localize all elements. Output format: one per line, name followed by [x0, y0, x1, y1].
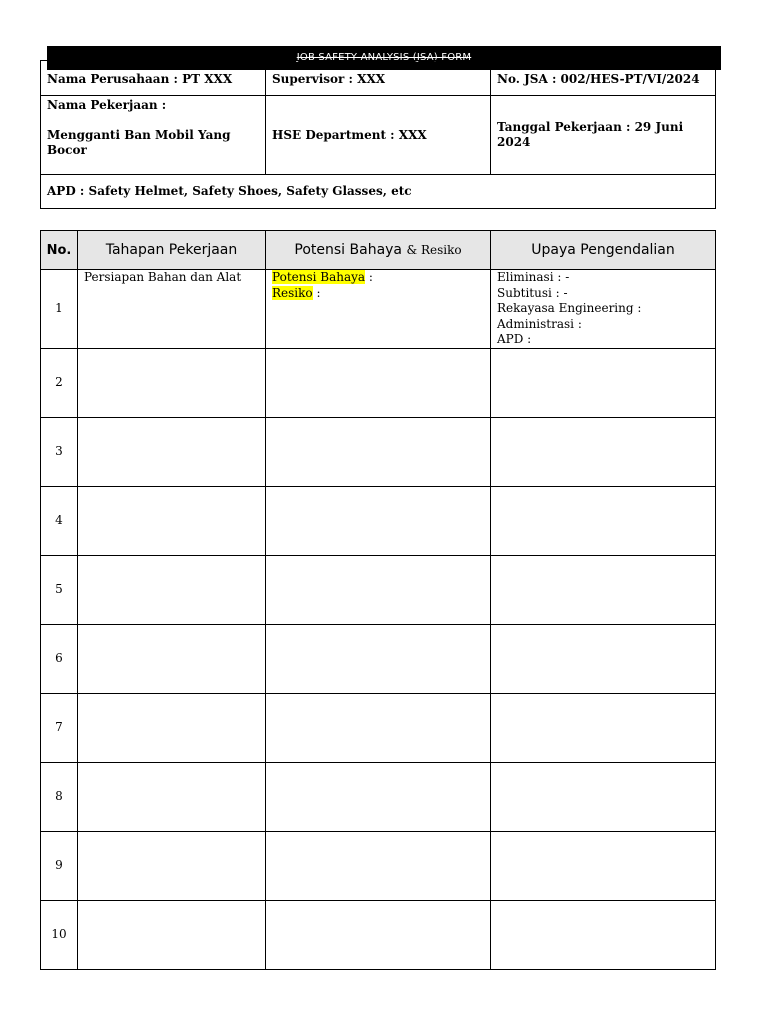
potensi-cell[interactable]: [266, 762, 491, 831]
eliminasi-text: Eliminasi : -: [497, 270, 570, 284]
apd-cell: APD : Safety Helmet, Safety Shoes, Safety Glasses, etc: [41, 175, 716, 209]
table-row: [41, 624, 716, 693]
form-title: JOB SAFETY ANALYSIS (JSA) FORM: [47, 46, 721, 70]
row-number: 4: [41, 486, 78, 555]
tahapan-cell[interactable]: [78, 348, 266, 417]
row-number: 10: [41, 900, 78, 969]
col-header-potensi-suffix: & Resiko: [406, 243, 462, 257]
table-row: [41, 486, 716, 555]
col-header-potensi-main: Potensi Bahaya: [294, 242, 403, 258]
header-table: [40, 60, 716, 209]
tahapan-cell[interactable]: [78, 486, 266, 555]
row-number: 6: [41, 624, 78, 693]
table-row: [41, 831, 716, 900]
table-row: [41, 900, 716, 969]
company-cell: Nama Perusahaan : PT XXX: [41, 61, 266, 96]
jsa-table: [40, 230, 716, 970]
potensi-cell[interactable]: [266, 348, 491, 417]
resiko-sep: :: [312, 285, 321, 300]
job-date-cell: Tanggal Pekerjaan : 29 Juni 2024: [491, 96, 716, 175]
jsa-number-cell: No. JSA : 002/HES-PT/VI/2024: [491, 61, 716, 96]
potensi-cell[interactable]: [266, 417, 491, 486]
row-number: 1: [41, 270, 78, 349]
apd-text: APD :: [497, 332, 532, 346]
tahapan-cell[interactable]: [78, 900, 266, 969]
potensi-cell[interactable]: [266, 693, 491, 762]
tahapan-cell[interactable]: Persiapan Bahan dan Alat: [78, 270, 266, 349]
table-header-row: [41, 231, 716, 270]
supervisor-cell: Supervisor : XXX: [266, 61, 491, 96]
tahapan-cell[interactable]: [78, 624, 266, 693]
row-number: 9: [41, 831, 78, 900]
job-name-cell: [41, 96, 266, 175]
upaya-cell[interactable]: [491, 555, 716, 624]
upaya-cell[interactable]: [491, 417, 716, 486]
hse-department-cell: HSE Department : XXX: [266, 96, 491, 175]
potensi-cell[interactable]: [266, 831, 491, 900]
potensi-cell[interactable]: [266, 555, 491, 624]
rekayasa-text: Rekayasa Engineering :: [497, 301, 642, 315]
tahapan-cell[interactable]: [78, 555, 266, 624]
row-number: 5: [41, 555, 78, 624]
upaya-cell[interactable]: [491, 831, 716, 900]
tahapan-cell[interactable]: [78, 417, 266, 486]
job-name-value: Mengganti Ban Mobil Yang Bocor: [47, 128, 231, 157]
col-header-upaya: Upaya Pengendalian: [491, 231, 716, 270]
potensi-cell[interactable]: [266, 270, 491, 349]
tahapan-cell[interactable]: [78, 762, 266, 831]
potensi-cell[interactable]: [266, 624, 491, 693]
upaya-cell[interactable]: [491, 486, 716, 555]
upaya-cell[interactable]: [491, 624, 716, 693]
potensi-cell[interactable]: [266, 486, 491, 555]
row-number: 3: [41, 417, 78, 486]
upaya-cell[interactable]: [491, 762, 716, 831]
row-number: 8: [41, 762, 78, 831]
table-row: [41, 762, 716, 831]
row-number: 7: [41, 693, 78, 762]
table-row: [41, 693, 716, 762]
table-row: [41, 555, 716, 624]
job-name-label: Nama Pekerjaan :: [47, 98, 167, 112]
potensi-cell[interactable]: [266, 900, 491, 969]
col-header-no: No.: [41, 231, 78, 270]
resiko-label: Resiko: [272, 285, 313, 300]
table-row: [41, 417, 716, 486]
upaya-cell[interactable]: [491, 348, 716, 417]
col-header-tahapan: Tahapan Pekerjaan: [78, 231, 266, 270]
potensi-bahaya-sep: :: [365, 270, 373, 284]
tahapan-cell[interactable]: [78, 831, 266, 900]
subtitusi-text: Subtitusi : -: [497, 285, 568, 300]
upaya-cell[interactable]: [491, 900, 716, 969]
row-number: 2: [41, 348, 78, 417]
col-header-potensi: [266, 231, 491, 270]
table-row: [41, 348, 716, 417]
administrasi-text: Administrasi :: [497, 316, 582, 331]
upaya-cell[interactable]: [491, 693, 716, 762]
tahapan-cell[interactable]: [78, 693, 266, 762]
upaya-cell[interactable]: [491, 270, 716, 349]
table-row: [41, 270, 716, 349]
potensi-bahaya-label: Potensi Bahaya: [272, 270, 366, 284]
